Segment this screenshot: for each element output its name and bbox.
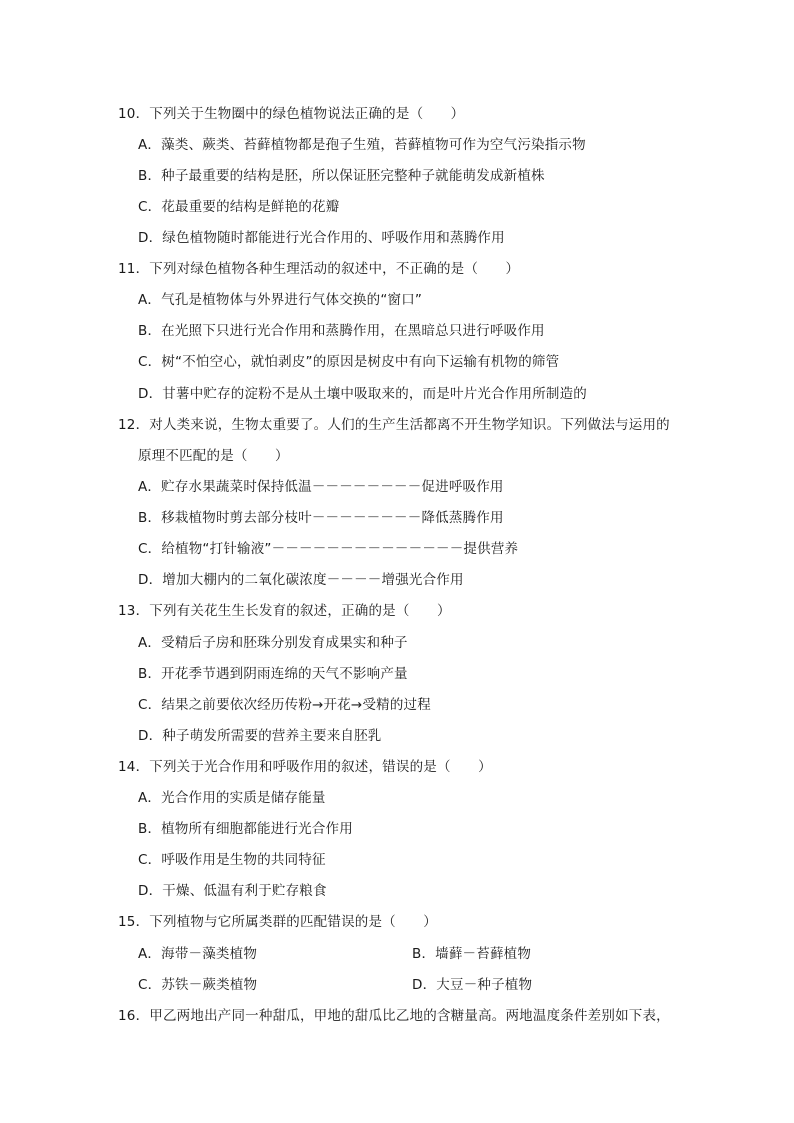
question-13-stem: 13．下列有关花生生长发育的叙述，正确的是（ ） xyxy=(118,603,451,619)
question-11-option-c: C．树“不怕空心，就怕剥皮”的原因是树皮中有向下运输有机物的筛管 xyxy=(138,354,560,370)
question-15-option-c: C．苏铁－蕨类植物 xyxy=(138,977,258,993)
question-15-option-b: B．墙藓－苔藓植物 xyxy=(412,946,532,962)
question-10-option-b: B．种子最重要的结构是胚，所以保证胚完整种子就能萌发成新植株 xyxy=(138,168,545,184)
question-12-stem: 12．对人类来说，生物太重要了。人们的生产生活都离不开生物学知识。下列做法与运用的 xyxy=(118,417,670,433)
question-14-option-b: B．植物所有细胞都能进行光合作用 xyxy=(138,821,353,837)
question-11-option-b: B．在光照下只进行光合作用和蒸腾作用，在黑暗总只进行呼吸作用 xyxy=(138,323,545,339)
question-10-stem: 10．下列关于生物圈中的绿色植物说法正确的是（ ） xyxy=(118,106,465,122)
question-15-stem: 15．下列植物与它所属类群的匹配错误的是（ ） xyxy=(118,914,437,930)
question-10-option-a: A．藻类、蕨类、苔藓植物都是孢子生殖，苔藓植物可作为空气污染指示物 xyxy=(138,137,586,153)
question-12-option-d: D．增加大棚内的二氧化碳浓度－－－－增强光合作用 xyxy=(138,572,464,588)
question-15-option-a: A．海带－藻类植物 xyxy=(138,946,258,962)
question-13-option-d: D．种子萌发所需要的营养主要来自胚乳 xyxy=(138,728,382,744)
question-11-option-a: A．气孔是植物体与外界进行气体交换的“窗口” xyxy=(138,292,423,308)
question-12-option-c: C．给植物“打针输液”－－－－－－－－－－－－－－提供营养 xyxy=(138,541,519,557)
question-16-stem: 16．甲乙两地出产同一种甜瓜，甲地的甜瓜比乙地的含糖量高。两地温度条件差别如下表， xyxy=(118,1008,670,1024)
question-13-option-b: B．开花季节遇到阴雨连绵的天气不影响产量 xyxy=(138,666,408,682)
question-14-stem: 14．下列关于光合作用和呼吸作用的叙述，错误的是（ ） xyxy=(118,759,492,775)
question-12-option-a: A．贮存水果蔬菜时保持低温－－－－－－－－促进呼吸作用 xyxy=(138,479,504,495)
question-14-option-a: A．光合作用的实质是储存能量 xyxy=(138,790,326,806)
question-15-option-d: D．大豆－种子植物 xyxy=(412,977,533,993)
question-10-option-c: C．花最重要的结构是鲜艳的花瓣 xyxy=(138,199,340,215)
question-10-option-d: D．绿色植物随时都能进行光合作用的、呼吸作用和蒸腾作用 xyxy=(138,230,505,246)
question-13-option-a: A．受精后子房和胚珠分别发育成果实和种子 xyxy=(138,635,408,651)
question-12-stem-continued: 原理不匹配的是（ ） xyxy=(138,448,289,464)
question-11-stem: 11．下列对绿色植物各种生理活动的叙述中，不正确的是（ ） xyxy=(118,261,520,277)
question-13-option-c: C．结果之前要依次经历传粉→开花→受精的过程 xyxy=(138,697,431,713)
question-14-option-d: D．干燥、低温有利于贮存粮食 xyxy=(138,883,327,899)
question-11-option-d: D．甘薯中贮存的淀粉不是从土壤中吸取来的，而是叶片光合作用所制造的 xyxy=(138,386,587,402)
question-14-option-c: C．呼吸作用是生物的共同特征 xyxy=(138,852,326,868)
question-12-option-b: B．移栽植物时剪去部分枝叶－－－－－－－－降低蒸腾作用 xyxy=(138,510,504,526)
